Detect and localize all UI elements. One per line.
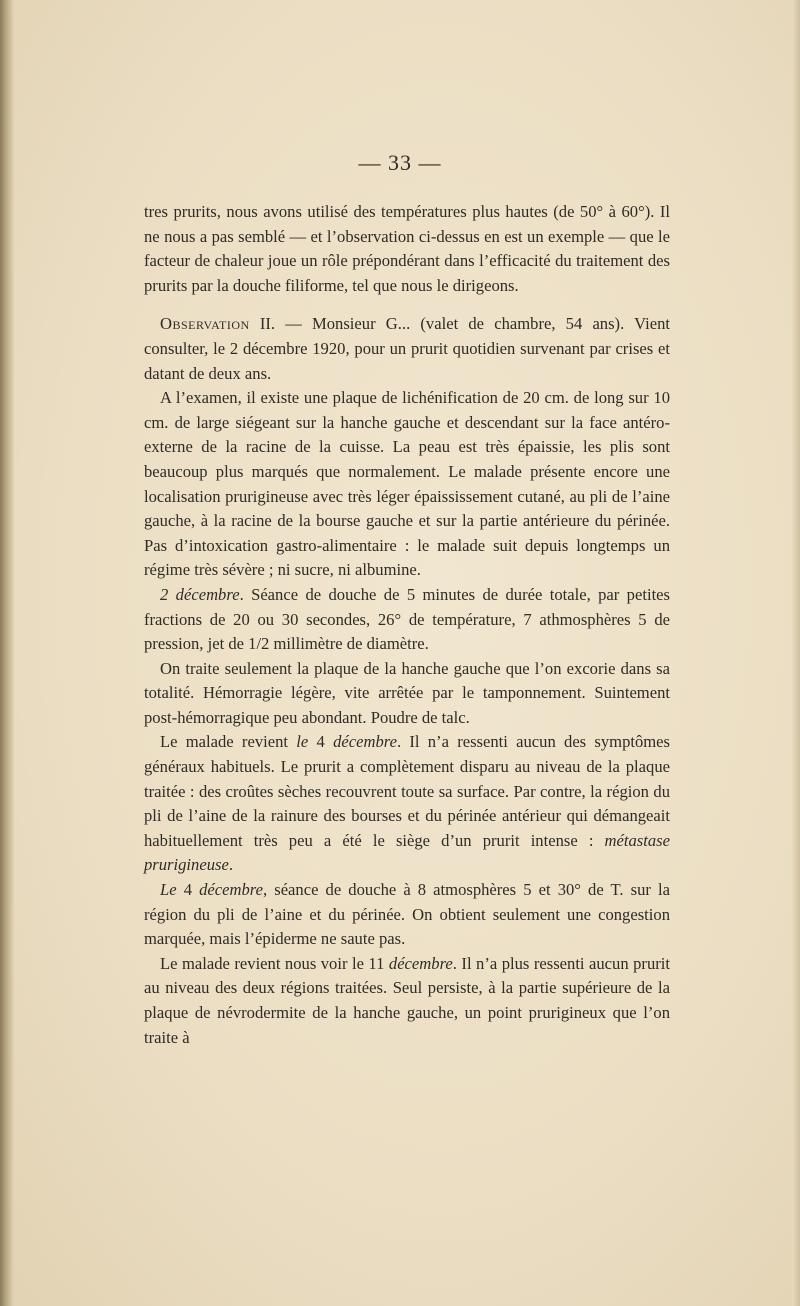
text-segment: . (228, 855, 233, 875)
date-italic: décembre (333, 732, 397, 752)
text-segment: tres prurits, nous avons utilisé des températures plus hautes (de 50° à 60°). Il ne nous a pas semblé — et l’observation ci-dessus en est un exemple — que le facteur de chaleur joue un rôle prépondérant dans l’efficacité du traitement des prurits par la douche filiforme, tel que nous le dirigeons. (144, 202, 670, 295)
text-segment: 4 (176, 880, 200, 900)
page-left-edge (0, 0, 14, 1306)
italic-segment: le (296, 732, 309, 752)
paragraph-examination (144, 386, 670, 583)
page-number: — 33 — (358, 150, 442, 175)
text-segment: . Séance de douche de 5 minutes de durée totale, par petites fractions de 20 ou 30 secondes, 26° de température, 7 athmosphères 5 de pression, jet de 1/2 millimètre de diamètre. (144, 584, 670, 654)
text-segment: On traite seulement la plaque de la hanche gauche que l’on excorie dans sa totalité. Hémorragie légère, vite arrêtée par le tamponnement. Suintement post-hémorragique peu abondant. Poudre de talc. (144, 658, 670, 727)
paragraph-return-1 (144, 730, 670, 878)
text-segment: Le malade revient (160, 732, 297, 752)
text-segment: Le malade revient nous voir le 11 (160, 953, 389, 973)
date-italic: décembre (388, 953, 453, 973)
text-segment: II. — Monsieur G... (valet de chambre, 54 ans). Vient consulter, le 2 décembre 1920, pour un prurit quotidien survenant par crises et datant de deux ans. (144, 314, 670, 383)
paragraph-session-2 (144, 878, 670, 952)
text-segment: . Il n’a plus ressenti aucun prurit au niveau des deux régions traitées. Seul persiste, à la partie supérieure de la plaque de névrodermite de la hanche gauche, un point prurigineux que l’on traite à (144, 953, 670, 1047)
text-segment: A l’examen, il existe une plaque de lichénification de 20 cm. de long sur 10 cm. de large siégeant sur la hanche gauche et descendant sur la face antéro-externe de la racine de la cuisse. La peau est très épaissie, les plis sont beaucoup plus marqués que normalement. Le malade présente encore une localisation prurigineuse avec très léger épaississement cutané, au pli de l’aine gauche, à la racine de la bourse gauche et sur la partie antérieure du périnée. Pas d’intoxication gastro-alimentaire : le malade suit depuis longtemps un régime très sévère ; ni sucre, ni albumine. (144, 388, 670, 580)
date-italic: décembre (199, 880, 263, 900)
text-segment: 4 (308, 732, 334, 752)
italic-segment: Le (160, 880, 177, 900)
paragraph-continuation (144, 200, 670, 298)
paragraph-session-1 (144, 583, 670, 657)
text-segment: , séance de douche à 8 atmosphères 5 et 30° de T. sur la région du pli de l’aine et du périnée. On obtient seulement une congestion marquée, mais l’épiderme ne saute pas. (144, 880, 670, 949)
page-right-edge (792, 0, 800, 1306)
date-italic: 2 décembre (160, 584, 240, 604)
text-segment: . Il n’a ressenti aucun des symptômes généraux habituels. Le prurit a complètement disparu au niveau de la plaque traitée : des croûtes sèches recouvrent toute sa surface. Par contre, la région du pli de l’aine de la rainure des bourses et du périnée antérieur qui démangeait habituellement très peu a été le siège d’un prurit intense : (144, 732, 670, 850)
body-text (144, 200, 670, 1050)
paragraph-observation-heading (144, 312, 670, 386)
paragraph-treatment (144, 657, 670, 731)
term-italic: métastase prurigineuse (144, 830, 670, 875)
observation-label: Observation (160, 314, 250, 334)
paragraph-return-2 (144, 952, 670, 1050)
